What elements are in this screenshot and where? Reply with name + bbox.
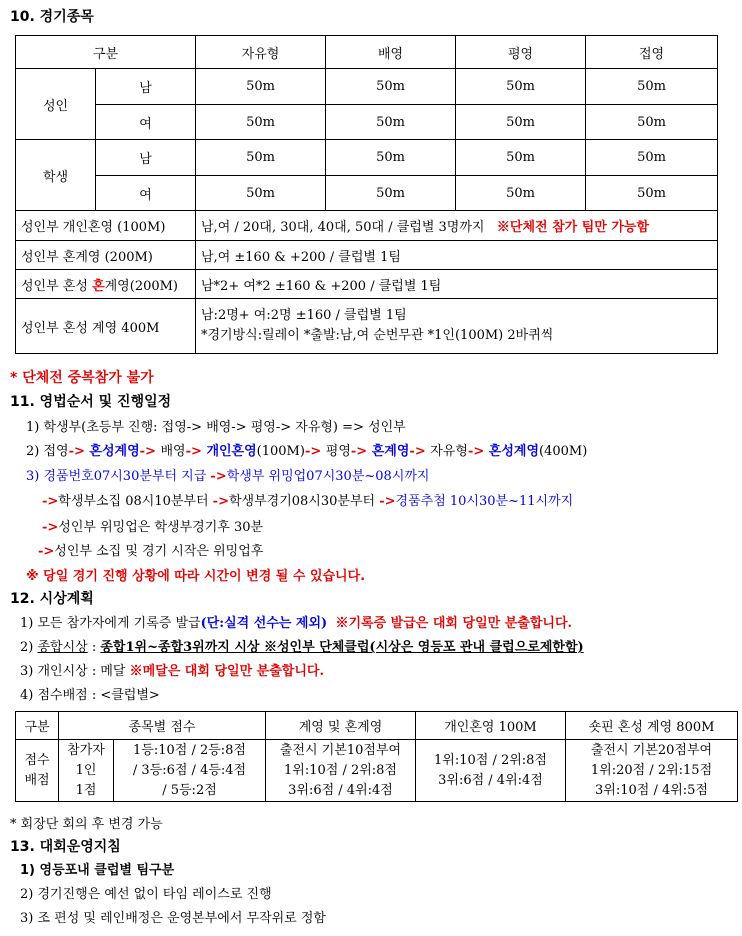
schedule-line-3 — [26, 465, 430, 484]
relay-note: ※단체전 참가 팀만 가능함 — [496, 220, 650, 235]
table-cell: 50m — [326, 176, 456, 211]
table-cell: 50m — [586, 69, 718, 105]
stroke-text: (400M) — [539, 444, 588, 459]
relay-label: 성인부 혼계영 (200M) — [16, 241, 196, 270]
score-text: 1위:20점 / 2위:15점 — [590, 762, 713, 778]
schedule-line-6 — [38, 540, 263, 559]
table-cell: 50m — [326, 105, 456, 140]
relay-text: 남,여 / 20대, 30대, 40대, 50대 / 클럽별 3명까지 — [201, 220, 485, 235]
relay-text: 남*2+ 여*2 ±160 & +200 / 클럽별 1팀 — [196, 270, 718, 299]
guide-line-3: 3) 조 편성 및 레인배정은 운영본부에서 무작위로 정함 — [20, 911, 326, 926]
table-cell: 50m — [456, 176, 586, 211]
score-text: 1점 — [75, 782, 97, 798]
table-cell: 50m — [586, 140, 718, 176]
stroke-highlight: 개인혼영 — [206, 444, 257, 459]
score-text: 3위:6점 / 4위:4점 — [288, 782, 393, 798]
arrow: -> — [409, 444, 431, 459]
arrow: -> — [379, 494, 396, 509]
score-cell — [114, 740, 266, 802]
table-cell: 50m — [586, 176, 718, 211]
score-text: / 5등:2점 — [162, 782, 217, 798]
relay-label-part: 성인부 혼성 — [21, 278, 93, 294]
schedule-line-4 — [42, 490, 573, 509]
table-header: 자유형 — [196, 36, 326, 69]
score-text: 1위:10점 / 2위:8점 — [284, 762, 397, 778]
guide-line-2: 2) 경기진행은 예선 없이 타임 레이스로 진행 — [20, 887, 272, 902]
relay-label-highlight: 혼 — [92, 278, 105, 294]
group-label: 학생 — [16, 140, 96, 211]
score-cell — [416, 740, 566, 802]
relay-line: 남:2명+ 여:2명 ±160 / 클럽별 1팀 — [201, 308, 407, 323]
award-highlight: (단:실격 선수는 제외) — [200, 616, 328, 631]
table-cell: 50m — [196, 69, 326, 105]
arrow: -> — [68, 444, 90, 459]
section-10-title: 10. 경기종목 — [10, 9, 94, 25]
stroke-text: 자유형 — [430, 444, 468, 459]
score-header: 숏핀 혼성 계영 800M — [566, 712, 738, 740]
score-text: 3위:10점 / 4위:5점 — [595, 782, 708, 798]
score-text: 참가자 — [67, 742, 105, 758]
table-header: 배영 — [326, 36, 456, 69]
award-text: 종합시상 — [37, 640, 88, 655]
relay-label-part: 계영(200M) — [104, 278, 179, 294]
table-cell: 50m — [326, 69, 456, 105]
award-text: 1) 모든 참가자에게 기록증 발급 — [20, 616, 201, 631]
table-header: 구분 — [16, 36, 196, 69]
table-cell: 50m — [456, 140, 586, 176]
table-cell: 50m — [326, 140, 456, 176]
arrow: -> — [304, 444, 326, 459]
stroke-highlight: 혼성계영 — [488, 444, 539, 459]
arrow: -> — [42, 494, 59, 509]
score-text: 출전시 기본20점부여 — [590, 742, 713, 758]
score-text: 1인 — [75, 762, 97, 778]
arrow: -> — [467, 444, 489, 459]
table-cell: 50m — [586, 105, 718, 140]
schedule-line-5 — [42, 516, 263, 535]
table-header: 평영 — [456, 36, 586, 69]
score-cell — [266, 740, 416, 802]
score-text: / 3등:6점 / 4등:4점 — [132, 762, 247, 778]
stroke-text: 평영 — [325, 444, 351, 459]
score-cell — [566, 740, 738, 802]
team-warning: * 단체전 중복참가 불가 — [10, 370, 154, 386]
schedule-text: 성인부 소집 및 경기 시작은 위밍업후 — [54, 544, 264, 559]
schedule-text: 학생부 위밍업07시30분~08시까지 — [226, 469, 430, 484]
arrow: -> — [42, 520, 59, 535]
score-header: 계영 및 혼계영 — [266, 712, 416, 740]
stroke-text: (100M) — [256, 444, 305, 459]
table-cell: 50m — [196, 105, 326, 140]
schedule-warning: ※ 당일 경기 진행 상황에 따라 시간이 변경 될 수 있습니다. — [26, 569, 366, 584]
stroke-text: 2) 접영 — [26, 444, 69, 459]
guide-line-1: 1) 영등포내 클럽별 팀구분 — [20, 863, 175, 878]
relay-desc — [196, 211, 718, 241]
score-table — [15, 711, 738, 802]
table-header: 접영 — [586, 36, 718, 69]
score-header: 종목별 점수 — [59, 712, 266, 740]
schedule-text: 성인부 위밍업은 학생부경기후 30분 — [58, 520, 264, 535]
schedule-text: 학생부경기08시30분부터 — [228, 494, 380, 509]
arrow: -> — [350, 444, 372, 459]
score-text: 출전시 기본10점부여 — [279, 742, 402, 758]
schedule-line-1: 1) 학생부(초등부 진행: 접영-> 배영-> 평영-> 자유형) => 성인부 — [26, 420, 406, 435]
arrow: -> — [139, 444, 161, 459]
score-text: 1위:10점 / 2위:8점 — [434, 752, 547, 768]
sex-label: 여 — [96, 105, 196, 140]
table-cell: 50m — [196, 176, 326, 211]
arrow: -> — [210, 469, 227, 484]
arrow: -> — [38, 544, 55, 559]
award-note: ※메달은 대회 당일만 분출합니다. — [129, 664, 324, 679]
award-line-4: 4) 점수배점 : <클럽별> — [20, 688, 160, 703]
award-text: : — [87, 640, 101, 655]
award-line-3 — [20, 660, 324, 679]
score-cell — [16, 740, 59, 802]
score-header: 개인혼영 100M — [416, 712, 566, 740]
event-table — [15, 35, 718, 354]
table-cell: 50m — [196, 140, 326, 176]
relay-label: 성인부 개인혼영 (100M) — [16, 211, 196, 241]
sex-label: 여 — [96, 176, 196, 211]
sex-label: 남 — [96, 140, 196, 176]
relay-label — [16, 270, 196, 299]
score-text: 배점 — [24, 772, 50, 788]
table-cell: 50m — [456, 69, 586, 105]
score-header: 구분 — [16, 712, 59, 740]
score-cell — [59, 740, 114, 802]
stroke-highlight: 혼성계영 — [89, 444, 140, 459]
score-text: 점수 — [24, 752, 50, 768]
schedule-line-2 — [26, 440, 587, 459]
section-13-title: 13. 대회운영지침 — [10, 839, 121, 855]
relay-text: 남,여 ±160 & +200 / 클럽별 1팀 — [196, 241, 718, 270]
section-11-title: 11. 영법순서 및 진행일정 — [10, 394, 172, 410]
relay-desc — [196, 299, 718, 354]
change-note: * 회장단 회의 후 변경 가능 — [10, 817, 163, 832]
award-line-2 — [20, 636, 584, 655]
relay-line: *경기방식:릴레이 *출발:남,여 순번무관 *1인(100M) 2바퀴씩 — [201, 328, 554, 343]
section-12-title: 12. 시상계획 — [10, 591, 94, 607]
sex-label: 남 — [96, 69, 196, 105]
award-note: ※기록증 발급은 대회 당일만 분출합니다. — [335, 616, 573, 631]
award-text: 3) 개인시상 : 메달 — [20, 664, 130, 679]
stroke-highlight: 혼계영 — [371, 444, 410, 459]
table-cell: 50m — [456, 105, 586, 140]
schedule-text: 학생부소집 08시10분부터 — [58, 494, 213, 509]
award-line-1 — [20, 612, 572, 631]
schedule-text: 경품추첨 10시30분~11시까지 — [395, 494, 574, 509]
arrow: -> — [185, 444, 207, 459]
stroke-text: 배영 — [160, 444, 186, 459]
schedule-text: 3) 경품번호07시30분부터 지급 — [26, 469, 211, 484]
arrow: -> — [212, 494, 229, 509]
award-text: 2) — [20, 640, 38, 655]
score-text: 3위:6점 / 4위:4점 — [438, 772, 543, 788]
relay-label: 성인부 혼성 계영 400M — [16, 299, 196, 354]
score-text: 1등:10점 / 2등:8점 — [133, 742, 246, 758]
group-label: 성인 — [16, 69, 96, 140]
award-highlight: 종합1위~종합3위까지 시상 ※성인부 단체클럽(시상은 영등포 관내 클럽으로제한함) — [100, 640, 584, 655]
